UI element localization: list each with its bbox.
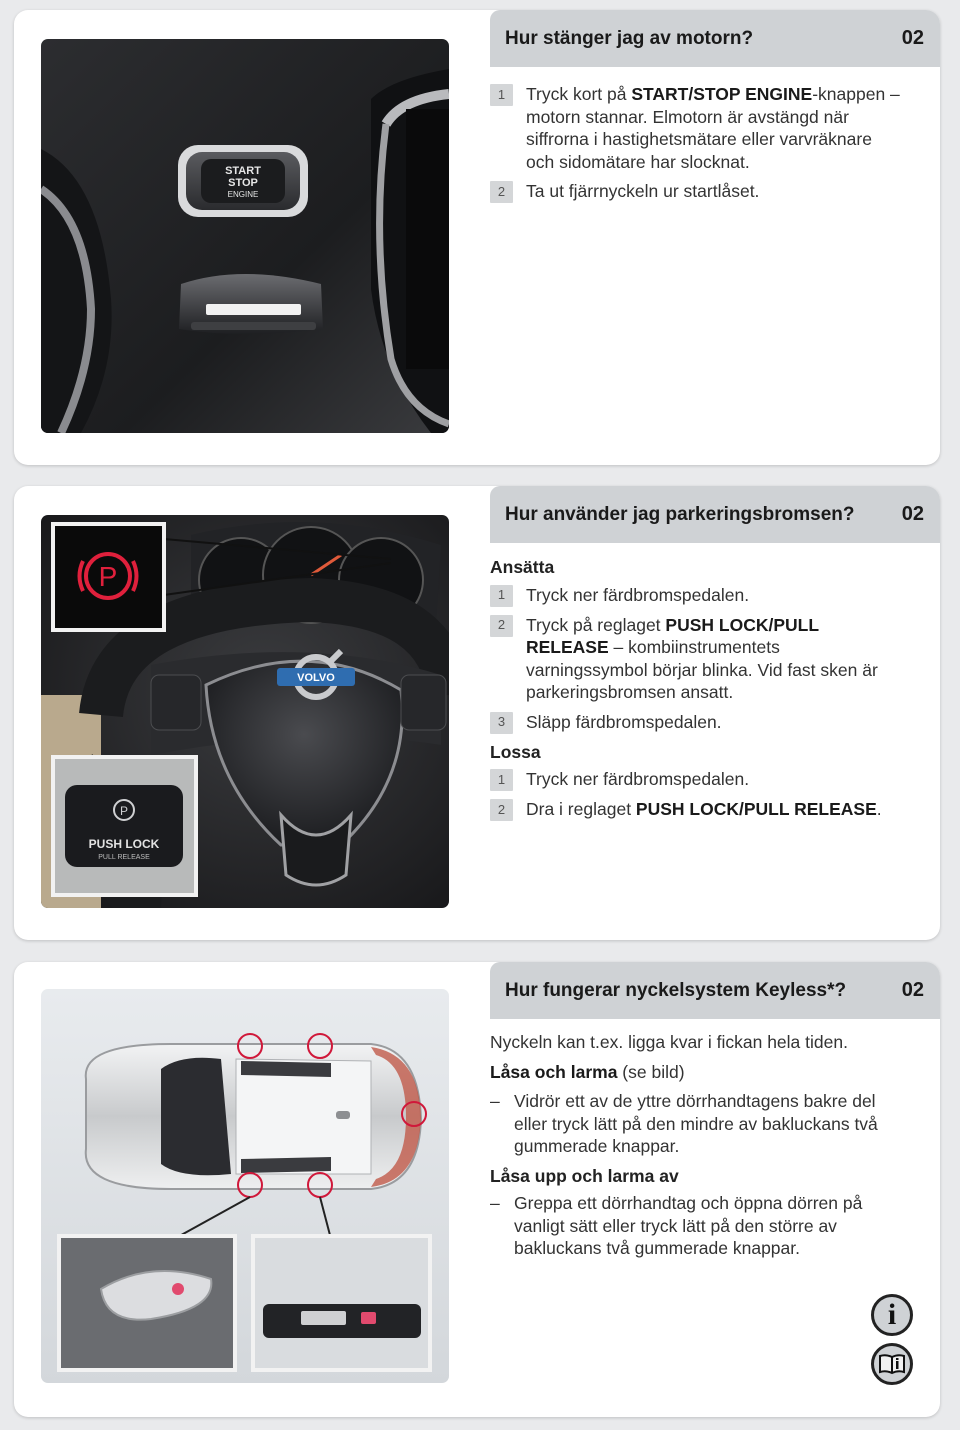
photo-start-stop-button <box>41 39 449 433</box>
subheading-apply: Ansätta <box>490 557 555 577</box>
step-item <box>490 711 904 734</box>
section-title: Hur fungerar nyckelsystem Keyless*? <box>505 979 847 1001</box>
step-badge: 3 <box>490 712 513 734</box>
step-text: Tryck ner färdbromspedalen. <box>526 584 750 605</box>
chapter-number: 02 <box>901 27 924 49</box>
step-item <box>490 180 904 203</box>
manual-book-icon[interactable] <box>871 1343 913 1385</box>
list-item <box>490 1090 904 1158</box>
dash-bullet: – <box>490 1193 500 1213</box>
chapter-number: 02 <box>901 979 924 1001</box>
step-keyword: PUSH LOCK/PULL RELEASE <box>526 614 819 657</box>
info-icon[interactable] <box>871 1294 913 1336</box>
step-item <box>490 768 904 791</box>
keyless-car-illustration <box>41 989 449 1383</box>
step-text: Ta ut fjärrnyckeln ur startlåset. <box>526 181 760 201</box>
chapter-number: 02 <box>901 503 924 525</box>
parking-brake-illustration <box>41 515 449 908</box>
step-badge: 1 <box>490 769 513 791</box>
switch-p-symbol: P <box>119 804 129 818</box>
dash-bullet: – <box>490 1091 500 1111</box>
step-item <box>490 83 904 173</box>
list-item-text: Greppa ett dörrhandtag och öppna dörren på vanligt sätt eller tryck lätt på den större av bakluckans två gummerade knappar. <box>514 1193 863 1258</box>
photo-steering-wheel <box>41 515 449 908</box>
list-item <box>490 1192 904 1260</box>
step-item <box>490 614 904 704</box>
parking-brake-symbol: P <box>98 561 118 592</box>
step-text: Tryck kort på <box>526 84 632 104</box>
book-glyph-icon <box>878 1353 906 1375</box>
start-label: START <box>225 165 261 177</box>
subheading-lock-note: (se bild) <box>617 1061 685 1082</box>
step-badge: 2 <box>490 799 513 821</box>
step-badge: 1 <box>490 84 513 106</box>
step-badge: 2 <box>490 181 513 203</box>
subheading-lock <box>490 1061 904 1084</box>
start-stop-illustration <box>41 39 449 433</box>
switch-push-lock-label: PUSH LOCK <box>88 837 160 851</box>
subheading-lock-bold: Låsa och larma <box>490 1061 618 1082</box>
info-icons <box>871 1294 913 1385</box>
step-keyword: PUSH LOCK/PULL RELEASE <box>635 799 877 819</box>
subheading-release: Lossa <box>490 741 541 762</box>
list-item-text: Vidrör ett av de yttre dörrhandtagens bakre del eller tryck lätt på den mindre av bakluckans två gummerade knappar. <box>514 1091 878 1156</box>
step-text: Dra i reglaget <box>526 799 636 819</box>
switch-pull-release-label: PULL RELEASE <box>98 854 150 861</box>
step-text: -knappen – motorn stannar. Elmotorn är avstängd när siffrorna i hastighetsmätare eller varvräknare och sidomätare har slocknat. <box>526 84 900 172</box>
step-text: – kombiinstrumentets varningssymbol börjar blinka. Vid fast sken är parkeringsbromsen ansatt. <box>526 637 878 702</box>
section-title: Hur använder jag parkeringsbromsen? <box>505 503 855 525</box>
step-text: Släpp färdbromspedalen. <box>526 711 722 732</box>
photo-car-top-view <box>41 989 449 1383</box>
section-parking-brake <box>14 486 940 940</box>
section-keyless <box>14 962 940 1417</box>
stop-label: STOP <box>228 177 258 189</box>
step-text: Tryck på reglaget <box>526 614 666 635</box>
info-icon-letter: i <box>887 1298 897 1331</box>
step-item <box>490 798 904 821</box>
volvo-logo-text: VOLVO <box>297 672 335 684</box>
section-title: Hur stänger jag av motorn? <box>505 27 754 49</box>
step-text: Tryck ner färdbromspedalen. <box>526 769 750 789</box>
section-header <box>490 10 940 67</box>
intro-text: Nyckeln kan t.ex. ligga kvar i fickan hela tiden. <box>490 1032 848 1052</box>
subheading-unlock: Låsa upp och larma av <box>490 1165 679 1186</box>
section-engine-stop <box>14 10 940 465</box>
step-item <box>490 584 904 607</box>
step-badge: 1 <box>490 585 513 607</box>
section-header <box>490 962 940 1019</box>
engine-label: ENGINE <box>227 190 259 199</box>
step-keyword: START/STOP ENGINE <box>631 84 813 104</box>
section-header <box>490 486 940 543</box>
step-badge: 2 <box>490 615 513 637</box>
step-text: . <box>876 799 882 819</box>
